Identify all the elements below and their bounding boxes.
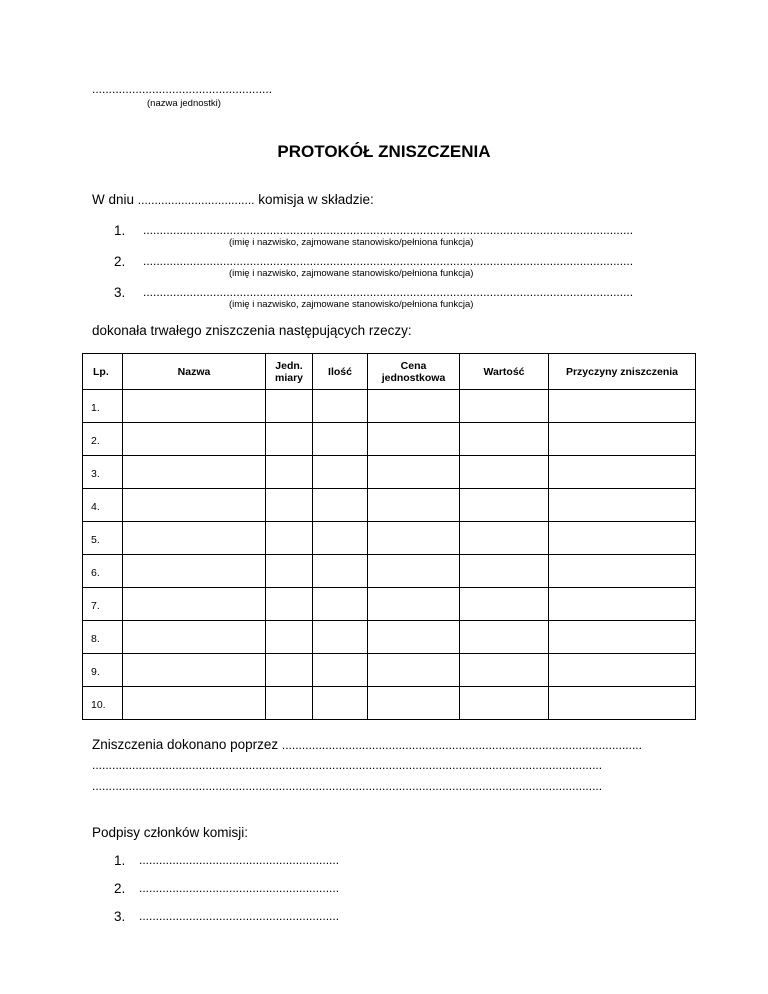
member-number: 2. (114, 254, 126, 269)
header-quantity: Ilość (313, 354, 368, 390)
signature-number: 1. (114, 853, 126, 868)
cell-name[interactable] (123, 621, 266, 654)
cell-value[interactable] (460, 654, 549, 687)
cell-quantity[interactable] (313, 489, 368, 522)
cell-unit-price[interactable] (368, 456, 460, 489)
cell-quantity[interactable] (313, 390, 368, 423)
items-table (82, 353, 696, 720)
cell-unit-price[interactable] (368, 489, 460, 522)
table-row (83, 687, 696, 720)
table-row (83, 390, 696, 423)
cell-name[interactable] (123, 456, 266, 489)
cell-name[interactable] (123, 687, 266, 720)
cell-quantity[interactable] (313, 456, 368, 489)
signature-field[interactable]: ............................................................ (139, 909, 340, 923)
row-number: 2. (83, 423, 123, 456)
cell-reason[interactable] (549, 588, 696, 621)
cell-unit[interactable] (266, 621, 313, 654)
header-unit: Jedn. miary (266, 354, 313, 390)
member-number: 3. (114, 285, 126, 300)
cell-unit-price[interactable] (368, 687, 460, 720)
member-caption: (imię i nazwisko, zajmowane stanowisko/pełniona funkcja) (229, 268, 474, 279)
cell-name[interactable] (123, 555, 266, 588)
cell-value[interactable] (460, 456, 549, 489)
cell-unit-price[interactable] (368, 423, 460, 456)
row-number: 1. (83, 390, 123, 423)
member-number: 1. (114, 223, 126, 238)
cell-quantity[interactable] (313, 687, 368, 720)
cell-name[interactable] (123, 489, 266, 522)
cell-unit-price[interactable] (368, 621, 460, 654)
table-row (83, 555, 696, 588)
cell-unit-price[interactable] (368, 555, 460, 588)
cell-reason[interactable] (549, 555, 696, 588)
member-field[interactable]: ................................................................................................................................................... (143, 254, 634, 268)
cell-quantity[interactable] (313, 621, 368, 654)
cell-reason[interactable] (549, 654, 696, 687)
intro-suffix: komisja w składzie: (258, 192, 374, 207)
cell-unit-price[interactable] (368, 654, 460, 687)
cell-name[interactable] (123, 390, 266, 423)
header-lp: Lp. (83, 354, 123, 390)
cell-unit-price[interactable] (368, 588, 460, 621)
cell-quantity[interactable] (313, 522, 368, 555)
row-number: 7. (83, 588, 123, 621)
row-number: 6. (83, 555, 123, 588)
cell-quantity[interactable] (313, 555, 368, 588)
cell-reason[interactable] (549, 390, 696, 423)
cell-unit-price[interactable] (368, 522, 460, 555)
method-field-line-2[interactable]: ......................................................................................................................................................... (92, 758, 603, 772)
row-number: 5. (83, 522, 123, 555)
table-row (83, 588, 696, 621)
cell-name[interactable] (123, 423, 266, 456)
header-reason: Przyczyny zniszczenia (549, 354, 696, 390)
intro-prefix: W dniu (92, 192, 135, 207)
cell-value[interactable] (460, 522, 549, 555)
cell-value[interactable] (460, 687, 549, 720)
signature-field[interactable]: ............................................................ (139, 853, 340, 867)
row-number: 3. (83, 456, 123, 489)
cell-unit[interactable] (266, 654, 313, 687)
cell-value[interactable] (460, 489, 549, 522)
table-row (83, 621, 696, 654)
signature-number: 3. (114, 909, 126, 924)
table-row (83, 654, 696, 687)
header-unit-price: Cena jednostkowa (368, 354, 460, 390)
intro-line (92, 192, 374, 207)
signature-number: 2. (114, 881, 126, 896)
cell-name[interactable] (123, 654, 266, 687)
cell-reason[interactable] (549, 621, 696, 654)
statement-text: dokonała trwałego zniszczenia następujących rzeczy: (92, 323, 412, 338)
cell-unit[interactable] (266, 423, 313, 456)
member-field[interactable]: ................................................................................................................................................... (143, 223, 634, 237)
cell-unit[interactable] (266, 456, 313, 489)
header-value: Wartość (460, 354, 549, 390)
table-row (83, 423, 696, 456)
unit-name-caption: (nazwa jednostki) (147, 98, 221, 109)
method-field[interactable]: ............................................................................................................ (281, 738, 642, 752)
cell-quantity[interactable] (313, 654, 368, 687)
member-caption: (imię i nazwisko, zajmowane stanowisko/pełniona funkcja) (229, 237, 474, 248)
cell-value[interactable] (460, 390, 549, 423)
cell-unit[interactable] (266, 390, 313, 423)
cell-unit[interactable] (266, 687, 313, 720)
table-row (83, 489, 696, 522)
cell-unit-price[interactable] (368, 390, 460, 423)
cell-reason[interactable] (549, 687, 696, 720)
cell-unit[interactable] (266, 489, 313, 522)
cell-name[interactable] (123, 588, 266, 621)
cell-value[interactable] (460, 621, 549, 654)
cell-unit[interactable] (266, 555, 313, 588)
document-title: PROTOKÓŁ ZNISZCZENIA (277, 142, 491, 161)
method-line (92, 737, 642, 752)
row-number: 4. (83, 489, 123, 522)
cell-unit[interactable] (266, 588, 313, 621)
cell-value[interactable] (460, 555, 549, 588)
signature-field[interactable]: ............................................................ (139, 881, 340, 895)
member-field[interactable]: ................................................................................................................................................... (143, 285, 634, 299)
row-number: 8. (83, 621, 123, 654)
table-row (83, 522, 696, 555)
member-caption: (imię i nazwisko, zajmowane stanowisko/pełniona funkcja) (229, 299, 474, 310)
row-number: 10. (83, 687, 123, 720)
cell-reason[interactable] (549, 522, 696, 555)
row-number: 9. (83, 654, 123, 687)
method-label: Zniszczenia dokonano poprzez (92, 737, 279, 752)
cell-value[interactable] (460, 423, 549, 456)
cell-unit[interactable] (266, 522, 313, 555)
cell-value[interactable] (460, 588, 549, 621)
signatures-heading: Podpisy członków komisji: (92, 825, 249, 840)
cell-quantity[interactable] (313, 588, 368, 621)
cell-reason[interactable] (549, 456, 696, 489)
unit-name-field[interactable]: ...................................................... (92, 82, 273, 96)
cell-reason[interactable] (549, 423, 696, 456)
method-field-line-3[interactable]: ......................................................................................................................................................... (92, 779, 603, 793)
header-name: Nazwa (123, 354, 266, 390)
date-field[interactable]: ................................... (137, 193, 255, 207)
cell-reason[interactable] (549, 489, 696, 522)
table-header-row (83, 354, 696, 390)
cell-name[interactable] (123, 522, 266, 555)
table-row (83, 456, 696, 489)
cell-quantity[interactable] (313, 423, 368, 456)
